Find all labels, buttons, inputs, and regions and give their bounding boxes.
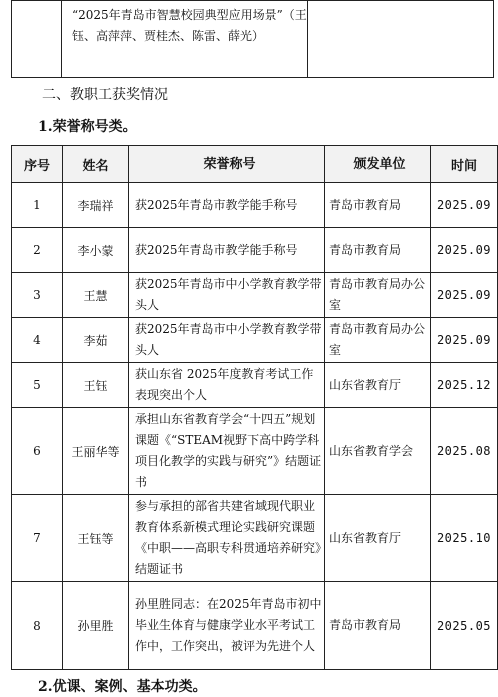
table-row [12,1,494,78]
cell-index: 1 [12,183,63,228]
header-index: 序号 [12,146,63,183]
table-cell [12,1,62,78]
cell-name: 孙里胜 [63,582,129,670]
cell-name: 王钰 [63,363,129,408]
cell-name: 李小蒙 [63,228,129,273]
table-row [12,495,498,582]
cell-index: 2 [12,228,63,273]
awards-table [11,145,498,670]
cell-index: 8 [12,582,63,670]
project-cell: “2025年青岛市智慧校园典型应用场景”（王钰、高萍萍、贾桂杰、陈雷、薛光） [62,1,308,78]
cell-unit: 青岛市教育局 [325,228,431,273]
cell-unit: 山东省教育厅 [325,363,431,408]
cell-time: 2025.05 [431,582,498,670]
cell-time: 2025.08 [431,408,498,495]
cell-index: 7 [12,495,63,582]
cell-index: 3 [12,273,63,318]
cell-index: 6 [12,408,63,495]
table-row [12,273,498,318]
section-title: 二、教职工获奖情况 [42,87,168,103]
continued-table [11,0,494,78]
cell-time: 2025.09 [431,183,498,228]
next-subsection-title: 2.优课、案例、基本功类。 [38,679,207,695]
cell-name: 王钰等 [63,495,129,582]
cell-unit: 青岛市教育局办公室 [325,273,431,318]
table-header-row [12,146,498,183]
table-row [12,363,498,408]
cell-unit: 山东省教育厅 [325,495,431,582]
cell-title: 获2025年青岛市教学能手称号 [129,183,325,228]
table-cell [308,1,494,78]
cell-time: 2025.10 [431,495,498,582]
table-row [12,183,498,228]
cell-unit: 山东省教育学会 [325,408,431,495]
header-unit: 颁发单位 [325,146,431,183]
cell-unit: 青岛市教育局 [325,183,431,228]
cell-name: 李茹 [63,318,129,363]
cell-name: 王慧 [63,273,129,318]
header-title: 荣誉称号 [129,146,325,183]
cell-title: 参与承担的部省共建省域现代职业教育体系新模式理论实践研究课题《中职——高职专科贯通培养研究》结题证书 [129,495,325,582]
cell-time: 2025.09 [431,273,498,318]
table-row [12,318,498,363]
table-row [12,582,498,670]
table-row [12,408,498,495]
header-time: 时间 [431,146,498,183]
subsection-title: 1.荣誉称号类。 [38,119,137,135]
cell-index: 4 [12,318,63,363]
cell-name: 李瑞祥 [63,183,129,228]
cell-unit: 青岛市教育局办公室 [325,318,431,363]
cell-title: 获2025年青岛市教学能手称号 [129,228,325,273]
cell-title: 承担山东省教育学会“十四五”规划课题《“STEAM视野下高中跨学科项目化教学的实践与研究”》结题证书 [129,408,325,495]
cell-title: 获山东省 2025年度教育考试工作表现突出个人 [129,363,325,408]
cell-title: 获2025年青岛市中小学教育教学带头人 [129,318,325,363]
cell-index: 5 [12,363,63,408]
cell-time: 2025.09 [431,318,498,363]
cell-name: 王丽华等 [63,408,129,495]
cell-title: 获2025年青岛市中小学教育教学带头人 [129,273,325,318]
header-name: 姓名 [63,146,129,183]
cell-time: 2025.12 [431,363,498,408]
cell-title: 孙里胜同志：在2025年青岛市初中毕业生体育与健康学业水平考试工作中，工作突出，被评为先进个人 [129,582,325,670]
cell-time: 2025.09 [431,228,498,273]
table-row [12,228,498,273]
cell-unit: 青岛市教育局 [325,582,431,670]
